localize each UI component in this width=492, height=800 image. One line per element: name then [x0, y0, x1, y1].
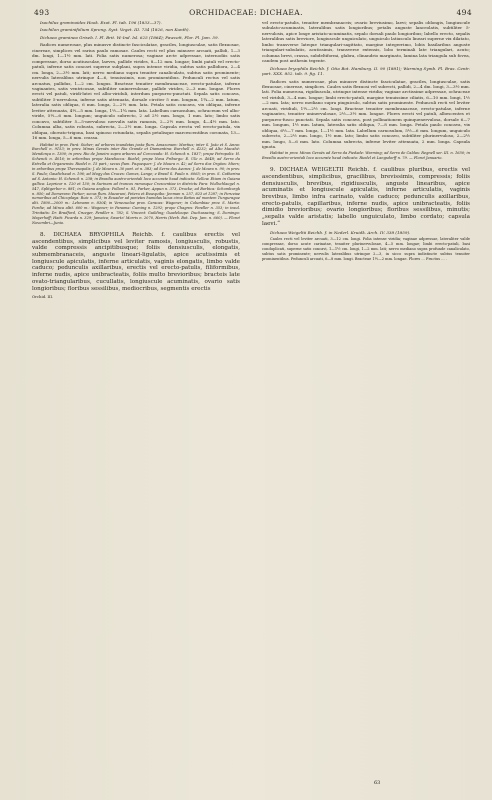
- habitat-paragraph: Habitat in prov. Minas Geraës ad Serra da Piedade: Warming; ad Serra de Caldas: Regnell ser. III. n. 1650; in Brasilia austro-orientali loco accurate haud indicato: Riedel et Langsdorff n. 79. — Floret Januario.: [262, 151, 470, 161]
- sheet-signature-number: 63: [374, 780, 381, 786]
- page-number-right: 494: [456, 8, 472, 17]
- running-title: ORCHIDACEAE: DICHAEA.: [189, 8, 303, 17]
- species-description: Radices satis numerosae, plus minusve distincte fasciculatae, graciles, longiusculae, satis flexuosae, cinereae, simplices. Caules satis flexuosi vel subrecti, pallidi, 2—4 dm. longi, 3—3½ mm. lati. Folia numerosa, rigidiuscula, utrinque intense viridia; vaginae arctissime adpressae, ochraceae vel viriduli, 3—4 mm. longae; limbi erecto-patuli, margine tenuissime ciliatis, 6—10 mm. longi, 1½—2 mm. lata; nervo mediano supra pinguiculo, subtus satis prominente. Pedunculi recti vel leviter arcuati, viridiuli, 1½—2½ cm. longi. Bracteae tenuiter membranaceae, erecto-patulae, inferne vaginantes, tenuiter uninervulosae, 2½—3½ mm. longae. Flores erecti vel patuli, albescentes et purpureo-fusco punctati. Sepala satis concava, post pollinationem quinquenervulosa, dorsale 6—7 mm. longum, 1½ mm. latum, lateralia satis obliqua, 7—8 mm. longa. Petala paulo concava, vix obliqua, 6½—7 mm. longa, 1—1½ mm. lata. Labellum carnosulum, 5½—6 mm. longum, unguiculo subrecto, 2—2½ mm. longo, 1½ mm. lato; limbo satis concavo, subtiliter plurinervuloso, 2—2½ mm. longo, 5—6 mm. lato. Columna subrecta, inferne leviter attenuata, 2 mm. longa. Capsula ignota.: [262, 78, 470, 149]
- habitat-paragraph: Habitat in prov. Pará: Sieber; ad arbores inundatas juxta flum. Amazonum: Martius; inter S. João et S. Anna: Burchell n. 9153; in prov. Minas Geraës inter Rio Grande et Diamantina: Burchell n. 4232; ad Alto Macahé: Mendonça n. 1300; in prov. Rio de Janeiro supra arbores ad Corcovado: H. Schenck n. 1837; prope Petropolis: H. Schenck n. 4016; in arboribus prope Mandiocca: Riedel; prope Nova Friburgo: E. Ule n. 4648; ad Serra da Estrella et Organensis: Riedel n. 15 part.; secus flum. Paquequer: J. de Moura n. 42; ad Serra dos Orgãos: Miers; in arboribus prope Theresopolis: J. de Moura n. 30 part. et n. 383; ad Serra dos Avores: J. de Moura n. 90; in prov. S. Paulo; Gaudichaud n. 196; ad Mogy das Cruzes: Gomes, Lange; e Brasil S. Paulo n. 6065; in prov. S. Catharina ad S. Antonio: H. Schenck n. 238; in Brasilia austro-orientali loco accurate haud indicato: Sellow. Etiam in Guiana gallica: Leprieur n. 120 et 130; in Surinam ad truncos ramosque Crescentiae in districtu Para: Wullschlaegel n. 547, Splitgerber n. 881; in Guiana anglica: Pollard n. 81, Parker, Appun n. 373, Drucke; ad Borbica: Schomburgk n. 850; ad Demerara: Parker; secus flum. Mazaruni, Peteru et Essequibo: Jenman n. 257, 823 et 1287; in Peruviae nemoribus ad Chicoplaya: Ruiz n. 373; in Ecuador ad parietes humidas lacus circa Baños ad montem Tungurague alti. 1800—2000 m.: Lehmann n. 8304; in Venezuelae prov. Caracas: Wagener; in Columbiae prov. S. Marta: Purdie; ad Minca altit. 600 m.: Wagener; in Panama: Cuming n. 1292; prope Chagres: Fendler n. 353; in insul. Trinitatis: Dr. Bradford, Crueger, Fendler n. 782; S. Vincent: Guilding; Guadeloupe: Duchassaing; S. Domingo: Mayerhoff; Haiti: Picarda n. 329; Jamaica; Swartz! Morris n. 2070, Harris (Herb. Bot. Dep. Jam. n. 660). — Floret Novembri—Junio.: [32, 142, 241, 226]
- continued-diagnosis: vel erecto-patulis, tenuiter membranaceis; ovario breviusimo, laevi; sepalis oblongis, longiuscule subulato-acuminatis, lateralibus satis longioribus; petalis anguste lanceolatis, subtiliter 5-nervulosis, apice longe aristato-acuminatis, sepalo dorsali paulo longioribus; labello erecto, sepalis lateralibus satis breviore, longiuscule unguiculato, unguiculo latiusculo lineari superne vix dilatato, limbo transverse lateque triangulari-sagittato, margine integerrimo, lobis basilaribus anguste triangulari-subulatis, acutissimis, transverse extensis, lobo terminali late triangulari, acuto; columna brevi, crassa, subdeltiformi, glabra, clinandrio marginato, lamina lata triangula sub foveа, candem post anthesin tegente.: [262, 20, 470, 64]
- species-description: Radices numerosae, plus minusve distincte fasciculatae, graciles, longiusculae, satis flexuosae, cinereae, simplices vel rarius paulo ramosae. Caules recti vel plus minusve arcuati, pallidi, 1—3 dm. longi, 1—1½ mm. lati. Folia satis numerosa; vaginae arcte adpressae, internodiis satis compressae, dorso acutiusculae, laeves, pallide virides, 8—12 mm. longae; limbi patuli vel erecto-patuli, inferne satis concavi superne subplani, supra intense viridia, subtus satis pallidiora, 2—4 cm. longa, 2—3½ mm. lati; nervo mediano supra tenuiter canaliculato, subtus satis prominente; nervulis lateralibus utrinque 4—6, tenuissimis, non prominentibus. Pedunculi rectus vel satis arcuatus, pallidus, 1—2 cm. longus. Bracteae tenuiter membranaceae, erecto-patulae, inferne vaginantes, satis ventricosae, subtiliter uninervulosae, pallide virides, 2—3 mm. longae. Flores erecti vel patuli, viridi-lutei vel albo-viriduli, interdum purpureo-punctati. Sepala satis concava, subtiliter 5-nervulosa, inferne satis attenuata, dorsale circiter 5 mm. longum, 1¾—2 mm. latum, lateralia satis obliqua, 6 mm. longa, 2—2½ mm. lata. Petala satis concava, vix obliqua, inferne leviter attenuata, 4½—5 mm. longa, 1½—1¾ mm. lata. Labellum carnosulum, ochraceum vel albo-viride, 5½—6 mm. longum; unguiculo subrecto, 2 ad 2½ mm. longo, 1 mm. lato; limbo satis concavo, subtiliter 5—5-nervuloso nervulis satis ramosis, 2—2½ mm. longo, 4—4½ mm. lato. Columna alba, satis robusta, subrecta, 2—2½ mm. longa. Capsula erecta vel erecto-patula, vix obliqua, obovato-trigona, basi spinoso rotundata, sepalis petalisque marcescentibus coronata, 13—16 mm. longa, 5—6 mm. crassa.: [32, 42, 240, 141]
- synonym-line: Dichaea Weigeltii Reichb. f. in Nederl. Kruidk. Arch. IV. 338 (1859).: [270, 229, 411, 235]
- synonym-line: Isochilon graminifolium Spreng. Syst. Veget. III. 734 (1826, non Kunth).: [40, 27, 190, 33]
- synonym-line: Dichaea bryophila Reichb. f. Otia Bot. Hamburg. II. 90 (1881); Warming Symb. Fl. Bras. Centr. part. XXX. 852. tab. 9. fig. 11.: [262, 65, 470, 77]
- species-heading-dichaea-weigeltii: 9. DICHAEA WEIGELTII Reichb. f. caulibus pluribus, erectis vel ascendentibus, simplicibus, gracilibus, brevissimis, compressis; foliis densiusculis, brevibus, rigidiusculis, anguste linearibus, apice acuminatis et longiuscule apiculatis, inferne articulatis, vaginis brevibus, limbo infra carinato, valde caduco; pedunculis axillaribus, erecto-patulis, capillaribus, inferne nudis, apice unibracteatis, foliis dimidio brevioribus; ovario longioribus; floribus sessilibus, minutis; „sepalis valde aristatis; labello unguiculato, limbo cordato; capsula laevi.“: [262, 167, 470, 227]
- species-heading-dichaea-bryophila: 8. DICHAEA BRYOPHILA Reichb. f. caulibus erectis vel ascendentibus, simplicibus vel leviter ramosis, longiusculis, robustis, valde compressis ancipitibusque; foliis densiusculis, elongatis, submembranaceis, anguste lineari-ligulatis, apice acutissimis et longiuscule apiculatis, inferne articulatis, vaginis elongatis, limbo valde caduco; pedunculis axillaribus, erectis vel erecto-patulis, filiformibus, inferne nudis, apice unibracteatis, foliis multo brevioribus; bracteis late ovato-triangularibus, cucullatis, longiuscule acuminatis, ovario satis longioribus; floribus sessilibus, mediocribus, segmentis erectis: [32, 231, 240, 292]
- printer-signature: Orchid. III.: [32, 294, 54, 300]
- synonym-line: Isochilus graminoides Hook. Exot. Fl. tab. 196 (1833—37).: [40, 20, 162, 25]
- species-description: Caules recti vel leviter arcuati, 3—12 cm. longi. Folia intense viridia; vaginae adpressae, lateraliter valde compressae, dorso acute carinatae, tenuiter plurinervulosae, 4—5 mm. longae; limbi erecto-patuli, basi conduplicati, superne satis concavi, 1—1½ cm. longi, 1—2 mm. lati; nervo mediano supra profunde canaliculato, subtus satis prominente; nervulis lateralibus utrinque 2—3, in sicco supra indistincte subtus tenuiter prominentibus. Pedunculi arcuati, 6—8 mm. longi. Bracteae 1½—2 mm. longae. Flores ... Fructus ... .: [262, 237, 470, 261]
- synonym-line: Dichaea graminea Griseb. l. Fl. Brit. W.-Ind. Isl. 625 (1864); Fawcett, Flor. Pl. Jam. 59.: [40, 34, 219, 40]
- right-column: [262, 20, 470, 264]
- left-column: [32, 20, 240, 302]
- page-number-left: 493: [34, 8, 50, 17]
